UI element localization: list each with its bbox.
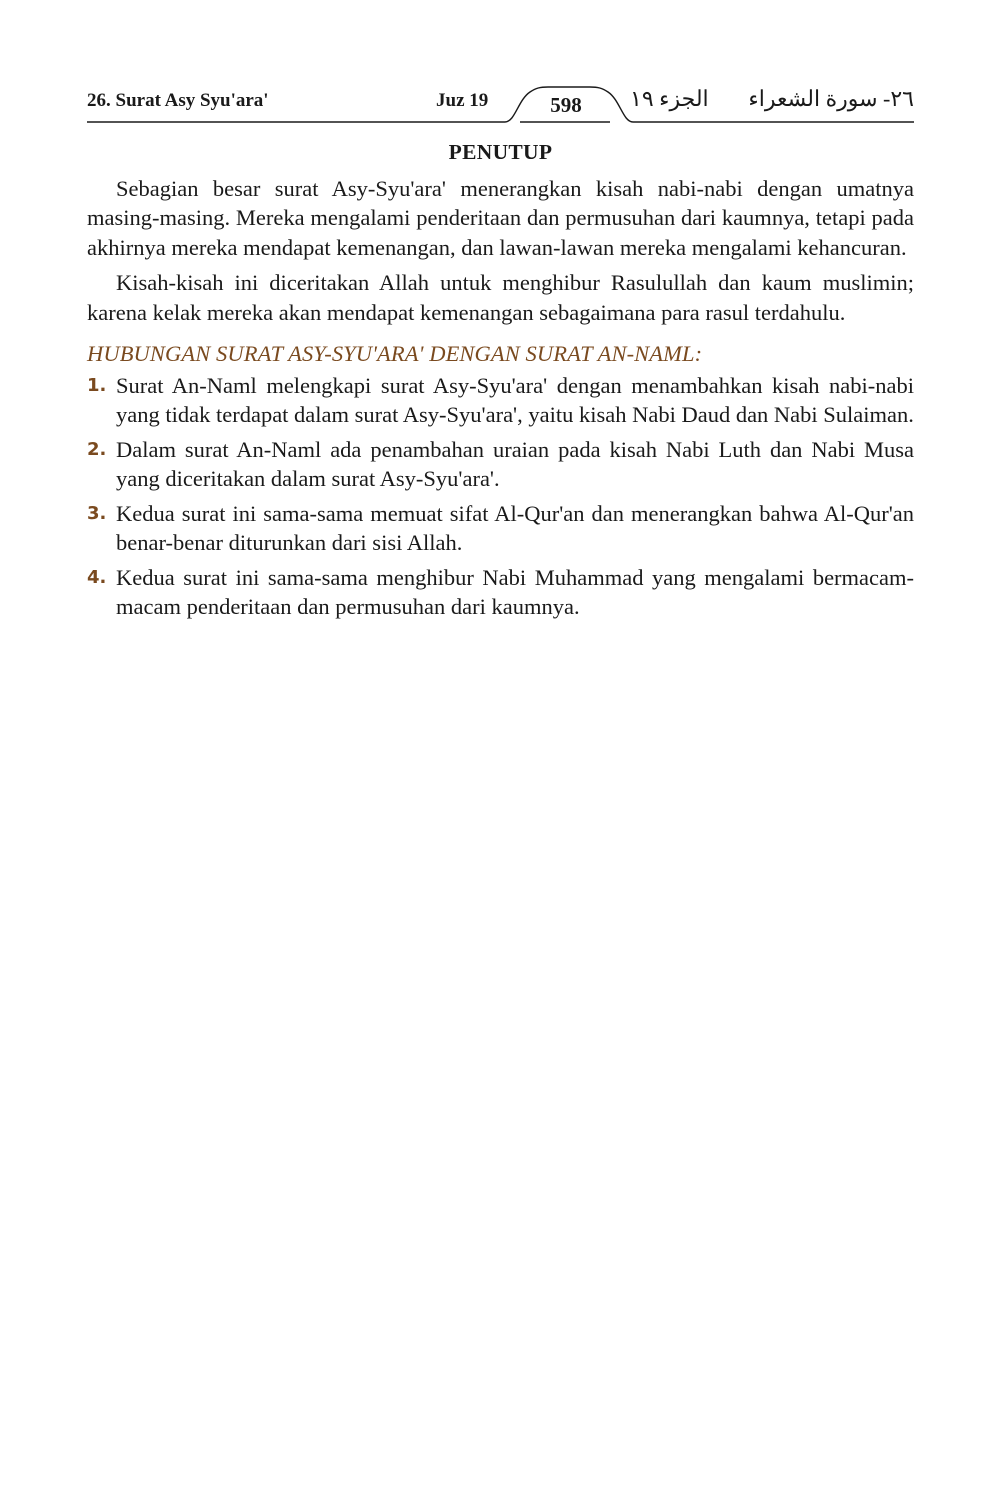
list-item-text: Kedua surat ini sama-sama memuat sifat Al-Qur'an dan menerangkan bahwa Al-Qur'an benar-benar diturunkan dari sisi Allah. bbox=[116, 500, 914, 555]
list-item bbox=[87, 499, 914, 558]
list-item-number: 4. bbox=[87, 566, 107, 588]
page-body bbox=[87, 138, 914, 627]
header-juz: Juz 19 bbox=[436, 90, 489, 111]
closing-paragraph: Sebagian besar surat Asy-Syu'ara' menerangkan kisah nabi-nabi dengan umatnya masing-masing. Mereka mengalami penderitaan dan permusuhan dari kaumnya, tetapi pada akhirnya mereka mendapat kemenangan, dan lawan-lawan mereka mengalami kehancuran. bbox=[87, 175, 914, 260]
list-item bbox=[87, 563, 914, 622]
relation-heading: HUBUNGAN SURAT ASY-SYU'ARA' DENGAN SURAT AN-NAML: bbox=[87, 341, 703, 366]
list-item-text: Surat An-Naml melengkapi surat Asy-Syu'ara' dengan menambahkan kisah nabi-nabi yang tidak terdapat dalam surat Asy-Syu'ara', yaitu kisah Nabi Daud dan Nabi Sulaiman. bbox=[116, 372, 914, 427]
header-arabic-surah: ٢٦- سورة الشعراء bbox=[748, 86, 914, 111]
list-item-text: Kedua surat ini sama-sama menghibur Nabi Muhammad yang mengalami bermacam-macam penderitaan dan permusuhan dari kaumnya. bbox=[116, 564, 914, 619]
page-header bbox=[0, 0, 1000, 130]
list-item bbox=[87, 371, 914, 430]
list-item bbox=[87, 435, 914, 494]
relation-list bbox=[87, 371, 914, 622]
header-arabic-juz: الجزء ١٩ bbox=[630, 86, 709, 111]
section-title: PENUTUP bbox=[448, 140, 553, 164]
header-surah-name: 26. Surat Asy Syu'ara' bbox=[87, 90, 269, 111]
page-number: 598 bbox=[550, 93, 582, 117]
list-item-number: 1. bbox=[87, 374, 107, 396]
closing-paragraph: Kisah-kisah ini diceritakan Allah untuk menghibur Rasulullah dan kaum muslimin; karena kelak mereka akan mendapat kemenangan sebagaimana para rasul terdahulu. bbox=[87, 270, 914, 325]
list-item-text: Dalam surat An-Naml ada penambahan uraian pada kisah Nabi Luth dan Nabi Musa yang diceritakan dalam surat Asy-Syu'ara'. bbox=[116, 436, 914, 491]
list-item-number: 2. bbox=[87, 438, 107, 460]
list-item-number: 3. bbox=[87, 502, 107, 524]
